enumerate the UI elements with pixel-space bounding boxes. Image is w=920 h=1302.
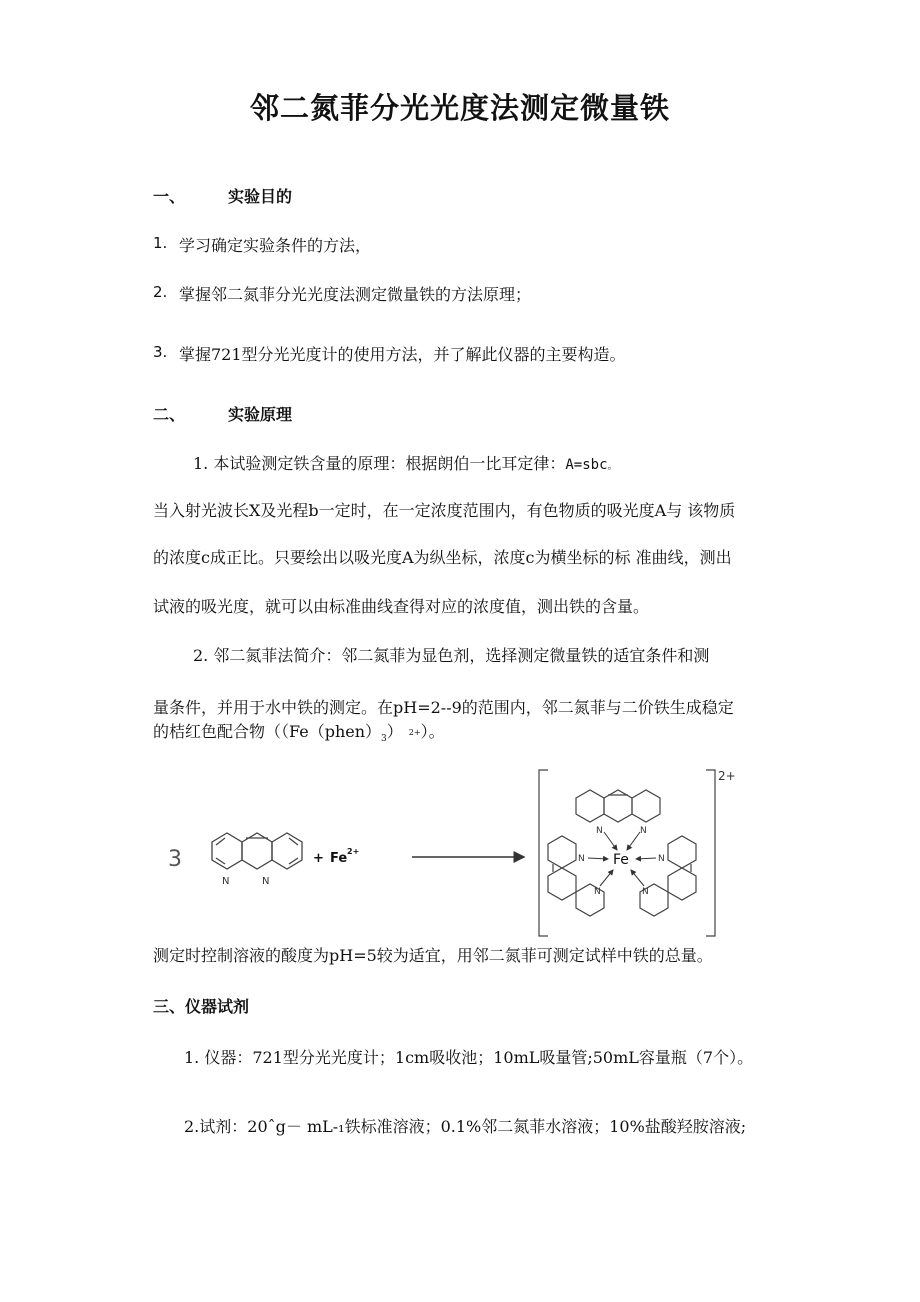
complex-n-3: N: [578, 854, 585, 864]
section-2-heading: 实验原理: [228, 405, 293, 424]
complex-n-4: N: [658, 854, 665, 864]
section-1-number: 一、: [153, 187, 186, 206]
complex-n-5: N: [594, 887, 601, 897]
objective-3-number: 3.: [153, 343, 168, 361]
objective-2-text: 掌握邻二氮菲分光光度法测定微量铁的方法原理；: [179, 285, 532, 304]
reagents-line: 2.试剂：20ˆg－ mL-₁铁标准溶液；0.1%邻二氮菲水溶液；10%盐酸羟胺溶液;: [184, 1117, 747, 1136]
complex-iron-center: Fe: [613, 852, 629, 868]
principle-1-line-2: 当入射光波长X及光程b一定时，在一定浓度范围内，有色物质的吸光度A与 该物质: [153, 501, 736, 520]
complex-n-6: N: [642, 887, 649, 897]
principle-1-line-4: 试液的吸光度，就可以由标准曲线查得对应的浓度值，测出铁的含量。: [153, 597, 650, 616]
objective-1-number: 1.: [153, 234, 168, 252]
principle-1-line-3: 的浓度c成正比。只要绘出以吸光度A为纵坐标，浓度c为横坐标的标 准曲线，测出: [153, 548, 732, 567]
plus-sign: +: [313, 851, 324, 866]
acidity-note: 测定时控制溶液的酸度为pH=5较为适宜，用邻二氮菲可测定试样中铁的总量。: [153, 946, 713, 965]
complex-subscript: 3: [381, 734, 387, 744]
reaction-coefficient: 3: [168, 847, 182, 872]
iron-ion-charge: 2+: [347, 847, 360, 856]
principle-2-line-3: [153, 719, 445, 742]
complex-n-1: N: [596, 826, 603, 836]
objective-3-text: 掌握721型分光光度计的使用方法，并了解此仪器的主要构造。: [179, 345, 626, 364]
section-1-heading: 实验目的: [228, 187, 293, 206]
ligand-n-left: N: [222, 876, 230, 887]
principle-2-line-2: 量条件，并用于水中铁的测定。在pH=2--9的范围内，邻二氮菲与二价铁生成稳定: [153, 698, 734, 717]
phenanthroline-structure: [212, 833, 302, 869]
complex-superscript: 2+: [408, 728, 421, 737]
ligand-n-right: N: [262, 876, 270, 887]
section-2-number: 二、: [153, 405, 186, 424]
instruments-line: 1. 仪器：721型分光光度计；1cm吸收池；10mL吸量管;50mL容量瓶（7个）。: [184, 1048, 754, 1067]
objective-2-number: 2.: [153, 283, 168, 301]
objective-1-text: 学习确定实验条件的方法，: [179, 236, 372, 255]
principle-1-end: 。: [607, 461, 618, 472]
principle-1-intro: 1. 本试验测定铁含量的原理：根据朗伯一比耳定律：: [193, 454, 566, 473]
principle-2-line-1: 2. 邻二氮菲法简介：邻二氮菲为显色剂，选择测定微量铁的适宜条件和测: [193, 646, 710, 665]
section-3-heading: 三、仪器试剂: [153, 997, 250, 1016]
complex-name-text: 的桔红色配合物（（Fe（phen）: [153, 722, 382, 741]
complex-end: ）。: [420, 722, 445, 741]
iron-ion: Fe: [330, 851, 348, 866]
complex-charge: 2+: [718, 769, 736, 783]
page-title: 邻二氮菲分光光度法测定微量铁: [249, 91, 670, 125]
principle-1-line-1: [193, 451, 618, 474]
beer-lambert-formula: A=sbc: [565, 457, 608, 473]
complex-bracket: ）: [386, 722, 403, 741]
complex-n-2: N: [640, 826, 647, 836]
reaction-scheme: [150, 760, 750, 940]
